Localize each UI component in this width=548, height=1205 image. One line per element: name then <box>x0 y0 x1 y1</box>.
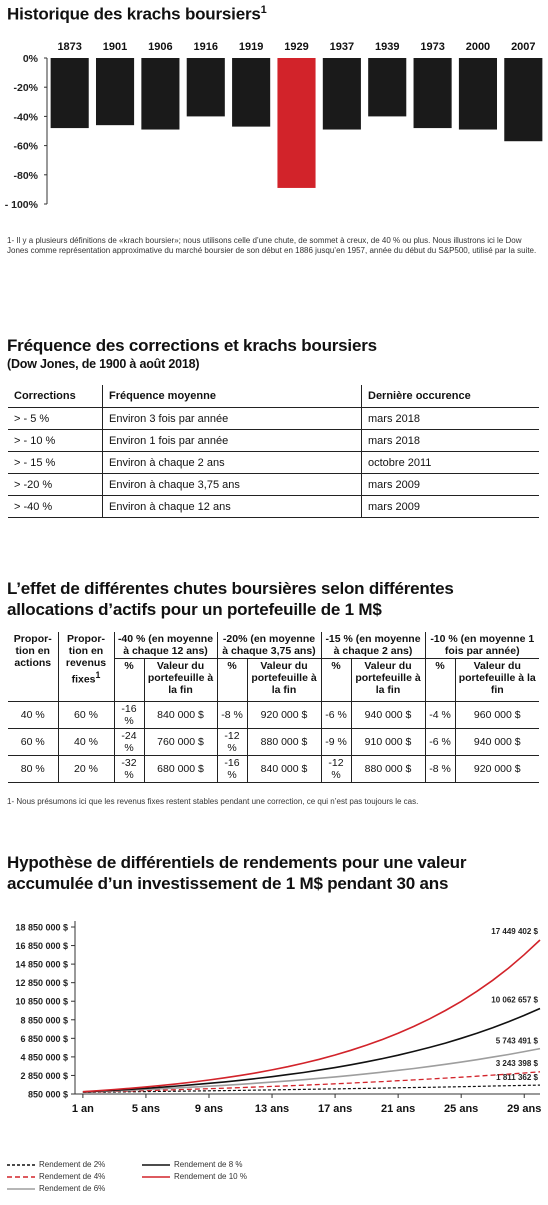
series-point <box>177 1085 178 1086</box>
x-tick-label: 9 ans <box>194 1103 224 1115</box>
frequency-cell: > - 15 % <box>8 452 103 474</box>
series-point <box>539 1008 540 1009</box>
series-end-label: 5 743 491 $ <box>495 1036 538 1046</box>
series-point <box>492 1027 493 1028</box>
frequency-cell: Environ 3 fois par année <box>103 408 362 430</box>
series-point <box>240 1075 241 1076</box>
series-point <box>524 1085 525 1086</box>
allocation-header-revenus <box>58 632 114 702</box>
crash-footnote: 1- Il y a plusieurs définitions de «krach boursier»; nous utilisons celle d’une chute, de sommet à creux, de 40 % ou plus. Nous illustrons ici le Dow Jones comme représentation approximative du marché boursier de son début en 1886 jusqu’en 1957, année du début du S&P500, utilisé par la suite. <box>7 236 537 255</box>
crash-bar <box>96 58 134 125</box>
series-point <box>208 1090 209 1091</box>
growth-title-line2: accumulée d’un investissement de 1 M$ pendant 30 ans <box>7 874 449 893</box>
series-point <box>429 1066 430 1067</box>
series-point <box>240 1087 241 1088</box>
allocation-sub-pct: % <box>114 659 144 702</box>
allocation-cell: 880 000 $ <box>247 729 321 756</box>
frequency-cell: octobre 2011 <box>362 452 540 474</box>
frequency-cell: > - 10 % <box>8 430 103 452</box>
y-tick-label: 10 850 000 $ <box>15 996 68 1007</box>
allocation-cell: -4 % <box>425 702 455 729</box>
series-point <box>461 1038 462 1039</box>
series-point <box>240 1090 241 1091</box>
crash-title-text: Historique des krachs boursiers <box>7 4 261 24</box>
series-point <box>177 1083 178 1084</box>
allocation-cell: -16 % <box>217 756 247 783</box>
frequency-cell: Environ à chaque 3,75 ans <box>103 474 362 496</box>
legend-label: Rendement de 10 % <box>174 1172 247 1181</box>
allocation-cell: 80 % <box>8 756 58 783</box>
allocation-cell: 960 000 $ <box>455 702 539 729</box>
allocation-cell: 680 000 $ <box>144 756 217 783</box>
series-point <box>524 1051 525 1052</box>
series-point <box>398 1055 399 1056</box>
allocation-cell: 940 000 $ <box>455 729 539 756</box>
allocation-cell: 40 % <box>58 729 114 756</box>
frequency-cell: mars 2009 <box>362 474 540 496</box>
frequency-cell: mars 2018 <box>362 408 540 430</box>
series-point <box>303 1085 304 1086</box>
crash-year-label: 1916 <box>193 41 219 53</box>
crash-year-label: 1919 <box>238 41 264 53</box>
allocation-cell: 20 % <box>58 756 114 783</box>
crash-year-label: 1929 <box>284 41 309 53</box>
series-point <box>177 1091 178 1092</box>
crash-bar <box>459 58 497 130</box>
x-tick-label: 29 ans <box>507 1103 542 1115</box>
allocation-cell: -16 % <box>114 702 144 729</box>
frequency-cell: > -20 % <box>8 474 103 496</box>
series-end-label: 1 811 362 $ <box>496 1073 538 1083</box>
allocation-group-10: -10 % (en moyenne 1 fois par année) <box>425 632 539 659</box>
series-point <box>145 1088 146 1089</box>
series-point <box>429 1078 430 1079</box>
allocation-sub-value: Valeur du portefeuille à la fin <box>455 659 539 702</box>
allocation-sub-value: Valeur du portefeuille à la fin <box>351 659 425 702</box>
series-point <box>539 1048 540 1049</box>
series-point <box>334 1088 335 1089</box>
frequency-cell: > -40 % <box>8 496 103 518</box>
series-point <box>208 1086 209 1087</box>
series-end-label: 3 243 398 $ <box>495 1058 538 1068</box>
allocation-header-row <box>8 632 539 659</box>
frequency-header-row <box>8 385 539 408</box>
frequency-row <box>8 474 539 496</box>
crash-year-label: 1906 <box>148 41 173 53</box>
legend-label: Rendement de 6% <box>39 1184 106 1193</box>
y-tick-label: 4 850 000 $ <box>20 1052 68 1063</box>
series-point <box>334 1054 335 1055</box>
series-point <box>145 1086 146 1087</box>
crash-bar <box>277 58 315 188</box>
y-tick-label: 6 850 000 $ <box>20 1033 68 1044</box>
allocation-cell: 920 000 $ <box>247 702 321 729</box>
allocation-title: L’effet de différentes chutes boursières selon différentes allocations d’actifs pour un portefeuille de 1 M$ <box>7 579 454 619</box>
series-line <box>83 940 540 1092</box>
series-point <box>366 1073 367 1074</box>
series-point <box>366 1088 367 1089</box>
crash-title-sup: 1 <box>260 4 267 16</box>
legend-label: Rendement de 2% <box>39 1160 106 1169</box>
allocation-cell: 760 000 $ <box>144 729 217 756</box>
series-point <box>208 1079 209 1080</box>
series-point <box>492 980 493 981</box>
series-point <box>334 1076 335 1077</box>
crash-year-label: 1873 <box>57 41 82 53</box>
frequency-header-frequency: Fréquence moyenne <box>103 385 362 408</box>
series-point <box>271 1089 272 1090</box>
allocation-cell: 880 000 $ <box>351 756 425 783</box>
series-point <box>366 1045 367 1046</box>
legend-swatch <box>142 1163 170 1167</box>
series-point <box>492 1075 493 1076</box>
series-point <box>524 954 525 955</box>
growth-title <box>7 852 542 894</box>
growth-title-line1: Hypothèse de différentiels de rendements pour une valeur <box>7 853 467 872</box>
crash-year-label: 2000 <box>465 41 491 53</box>
allocation-sub-value: Valeur du portefeuille à la fin <box>247 659 321 702</box>
frequency-cell: Environ à chaque 2 ans <box>103 452 362 474</box>
series-point <box>398 1080 399 1081</box>
crash-year-label: 2007 <box>511 41 536 53</box>
series-point <box>539 939 540 940</box>
series-point <box>461 1001 462 1002</box>
frequency-row <box>8 408 539 430</box>
series-point <box>398 1087 399 1088</box>
allocation-group-15: -15 % (en moyenne à chaque 2 ans) <box>321 632 425 659</box>
crash-bar <box>187 58 225 116</box>
allocation-sub-pct: % <box>321 659 351 702</box>
crash-year-label: 1901 <box>102 41 128 53</box>
crash-year-label: 1939 <box>374 41 400 53</box>
allocation-cell: 840 000 $ <box>247 756 321 783</box>
allocation-cell: -8 % <box>217 702 247 729</box>
y-tick-label: 8 850 000 $ <box>20 1015 68 1026</box>
crash-bar <box>232 58 270 127</box>
y-tick-label: -20% <box>13 82 38 95</box>
frequency-cell: Environ à chaque 12 ans <box>103 496 362 518</box>
allocation-cell: -8 % <box>425 756 455 783</box>
crash-bar <box>141 58 179 130</box>
crash-year-label: 1973 <box>420 41 445 53</box>
allocation-cell: 60 % <box>8 729 58 756</box>
frequency-cell: mars 2009 <box>362 496 540 518</box>
series-point <box>429 1087 430 1088</box>
series-point <box>240 1080 241 1081</box>
y-tick-label: 16 850 000 $ <box>15 941 68 952</box>
allocation-sub-value: Valeur du portefeuille à la fin <box>144 659 217 702</box>
series-point <box>303 1063 304 1064</box>
allocation-header-actions: Propor-tion en actions <box>13 633 52 669</box>
frequency-cell: mars 2018 <box>362 430 540 452</box>
series-point <box>492 1057 493 1058</box>
allocation-cell: 910 000 $ <box>351 729 425 756</box>
series-point <box>271 1081 272 1082</box>
series-end-label: 17 449 402 $ <box>491 926 538 936</box>
series-point <box>461 1061 462 1062</box>
x-tick-label: 5 ans <box>131 1103 161 1115</box>
allocation-sub-pct: % <box>425 659 455 702</box>
allocation-row <box>8 729 539 756</box>
x-tick-label: 21 ans <box>381 1103 416 1115</box>
series-point <box>208 1088 209 1089</box>
series-point <box>177 1087 178 1088</box>
allocation-cell: 40 % <box>8 702 58 729</box>
series-point <box>461 1077 462 1078</box>
series-point <box>177 1089 178 1090</box>
growth-line-chart <box>0 905 548 1170</box>
series-point <box>366 1061 367 1062</box>
series-point <box>334 1067 335 1068</box>
series-point <box>539 1071 540 1072</box>
x-tick-label: 25 ans <box>444 1103 479 1115</box>
series-point <box>524 1072 525 1073</box>
legend-swatch <box>7 1187 35 1191</box>
series-point <box>240 1084 241 1085</box>
series-point <box>114 1089 115 1090</box>
allocation-row <box>8 756 539 783</box>
crash-bar <box>323 58 361 130</box>
series-point <box>539 1084 540 1085</box>
series-point <box>145 1091 146 1092</box>
y-tick-label: 0% <box>22 53 38 65</box>
series-point <box>208 1083 209 1084</box>
series-point <box>524 1015 525 1016</box>
frequency-cell: > - 5 % <box>8 408 103 430</box>
allocation-cell: -32 % <box>114 756 144 783</box>
series-point <box>429 1047 430 1048</box>
crash-bar <box>414 58 452 128</box>
frequency-row <box>8 430 539 452</box>
y-tick-label: 14 850 000 $ <box>15 959 68 970</box>
series-point <box>271 1069 272 1070</box>
legend-swatch <box>7 1175 35 1179</box>
y-tick-label: -40% <box>13 111 38 124</box>
allocation-header-revenus-text: Propor-tion en revenus fixes <box>65 633 107 686</box>
crash-bar-chart <box>0 0 548 225</box>
series-point <box>303 1089 304 1090</box>
series-point <box>429 1018 430 1019</box>
allocation-group-40: -40 % (en moyenne à chaque 12 ans) <box>114 632 217 659</box>
crash-year-label: 1937 <box>329 41 355 53</box>
frequency-header-corrections: Corrections <box>8 385 103 408</box>
series-point <box>334 1083 335 1084</box>
allocation-cell: -9 % <box>321 729 351 756</box>
x-tick-label: 17 ans <box>317 1103 353 1115</box>
allocation-cell: -6 % <box>425 729 455 756</box>
y-tick-label: 12 850 000 $ <box>15 978 68 989</box>
y-tick-label: -80% <box>13 169 38 182</box>
y-tick-label: -60% <box>13 140 38 153</box>
growth-legend <box>7 1160 307 1200</box>
legend-label: Rendement de 4% <box>39 1172 106 1181</box>
allocation-footnote: 1- Nous présumons ici que les revenus fixes restent stables pendant une correction, ce qui n’est pas toujours le cas. <box>7 797 419 806</box>
series-point <box>303 1072 304 1073</box>
allocation-cell: 60 % <box>58 702 114 729</box>
series-point <box>492 1085 493 1086</box>
frequency-row <box>8 452 539 474</box>
allocation-row <box>8 702 539 729</box>
y-tick-label: - 100% <box>4 199 38 211</box>
frequency-row <box>8 496 539 518</box>
allocation-cell: -6 % <box>321 702 351 729</box>
allocation-cell: 920 000 $ <box>455 756 539 783</box>
frequency-header-last: Dernière occurence <box>362 385 540 408</box>
allocation-cell: -12 % <box>217 729 247 756</box>
crash-bar <box>368 58 406 116</box>
allocation-cell: -24 % <box>114 729 144 756</box>
allocation-cell: -12 % <box>321 756 351 783</box>
crash-bar <box>504 58 542 141</box>
frequency-subtitle: (Dow Jones, de 1900 à août 2018) <box>7 357 200 371</box>
y-tick-label: 850 000 $ <box>27 1089 68 1100</box>
series-point <box>366 1082 367 1083</box>
series-end-label: 10 062 657 $ <box>491 995 538 1005</box>
allocation-cell: 940 000 $ <box>351 702 425 729</box>
frequency-cell: Environ 1 fois par année <box>103 430 362 452</box>
allocation-cell: 840 000 $ <box>144 702 217 729</box>
frequency-title: Fréquence des corrections et krachs boursiers <box>7 336 377 355</box>
legend-swatch <box>142 1175 170 1179</box>
allocation-table <box>8 632 539 783</box>
series-point <box>271 1076 272 1077</box>
series-point <box>398 1033 399 1034</box>
series-point <box>271 1086 272 1087</box>
y-tick-label: 2 850 000 $ <box>20 1070 68 1081</box>
x-tick-label: 1 an <box>71 1103 94 1115</box>
x-tick-label: 13 ans <box>254 1103 290 1115</box>
series-point <box>303 1079 304 1080</box>
frequency-table <box>8 385 539 518</box>
allocation-sub-pct: % <box>217 659 247 702</box>
series-point <box>82 1091 83 1092</box>
series-point <box>398 1070 399 1071</box>
y-tick-label: 18 850 000 $ <box>15 922 68 933</box>
allocation-group-20: -20% (en moyenne à chaque 3,75 ans) <box>217 632 321 659</box>
series-point <box>461 1086 462 1087</box>
crash-bar <box>51 58 89 128</box>
legend-label: Rendement de 8 % <box>174 1160 243 1169</box>
allocation-header-revenus-sup: 1 <box>95 670 101 680</box>
legend-swatch <box>7 1163 35 1167</box>
